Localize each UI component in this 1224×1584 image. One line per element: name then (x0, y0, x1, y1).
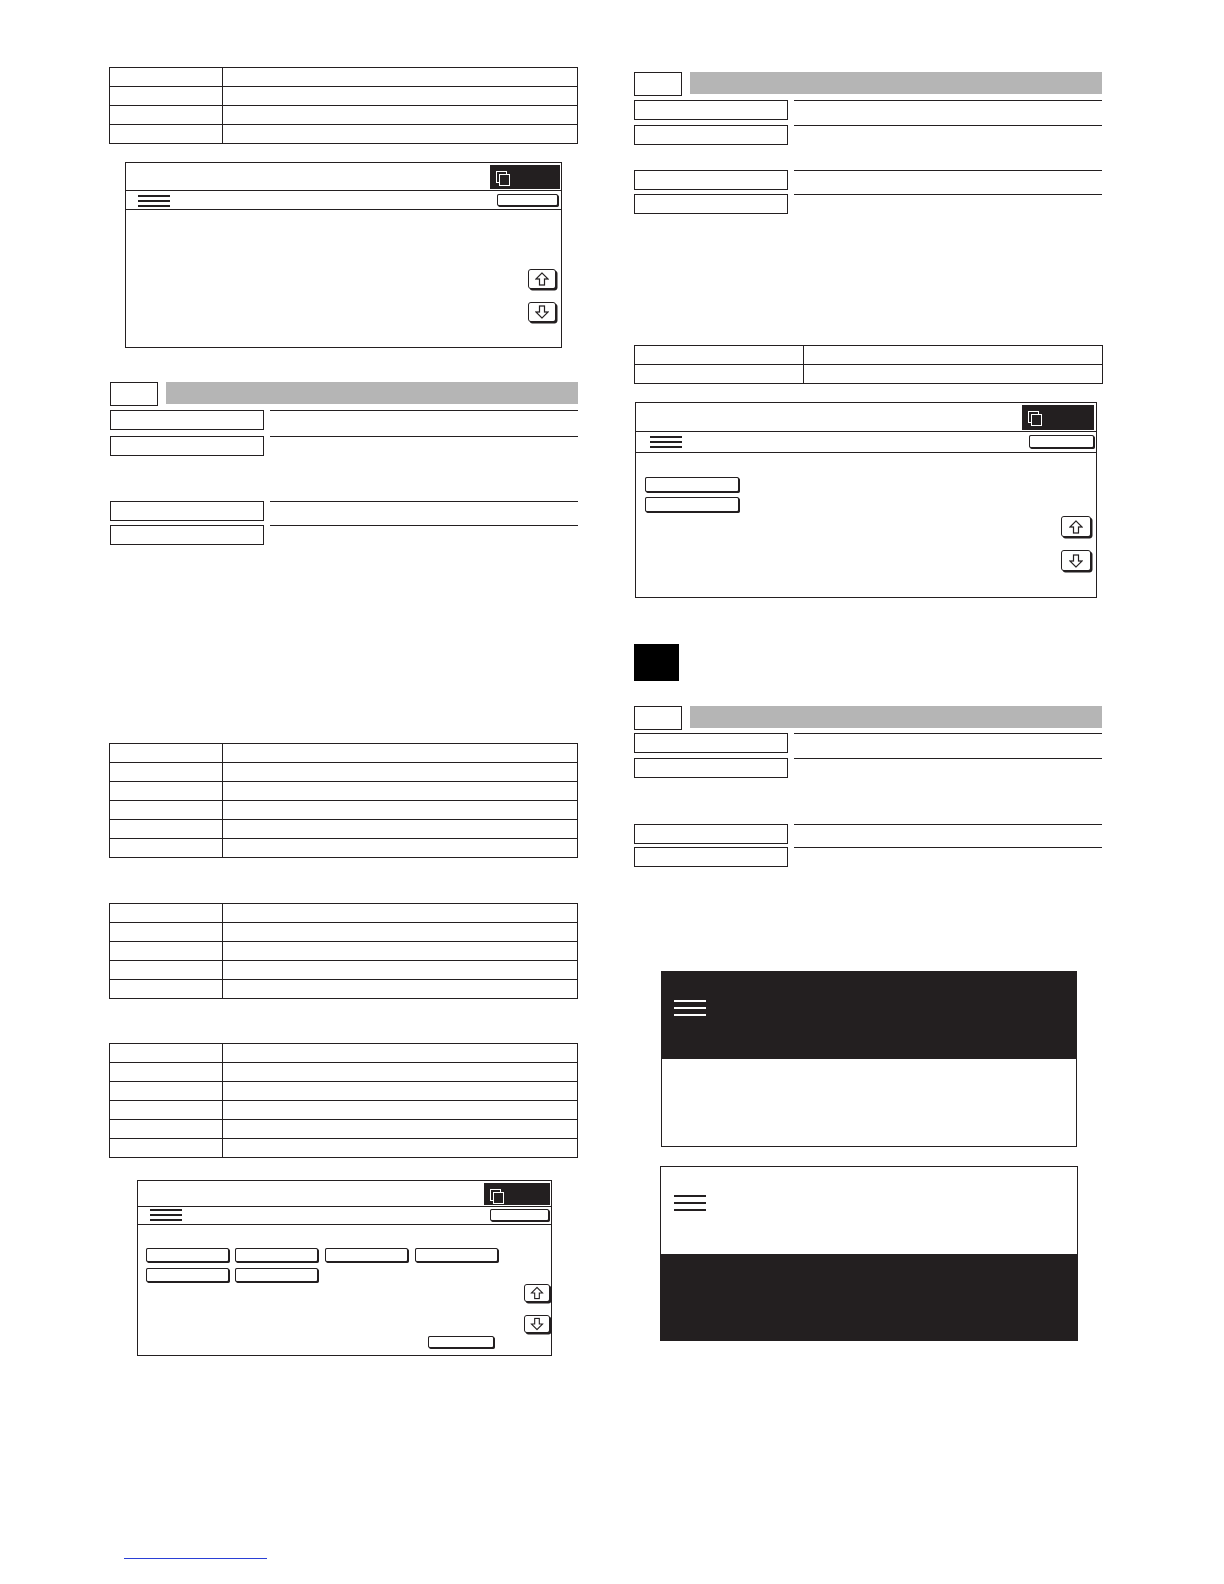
ok-button[interactable] (490, 1209, 549, 1221)
table-cell (223, 801, 578, 820)
chapter-marker (634, 644, 679, 681)
item-rule (794, 847, 1102, 848)
table-cell (223, 125, 578, 144)
ok-button[interactable] (497, 194, 558, 206)
panel-divider (138, 1206, 551, 1207)
table-cell (223, 744, 578, 763)
table-cell (110, 106, 223, 125)
item-rule (270, 436, 578, 437)
table-cell (223, 106, 578, 125)
item-box (634, 170, 788, 190)
spec-table-right-1 (634, 345, 1103, 384)
item-box (110, 501, 264, 521)
table-cell (223, 1082, 578, 1101)
option-button[interactable] (146, 1248, 229, 1262)
section-number-box (634, 72, 682, 96)
table-row (110, 839, 578, 858)
scroll-down-button[interactable] (528, 302, 556, 322)
option-button[interactable] (325, 1248, 408, 1262)
table-cell (223, 87, 578, 106)
table-cell (110, 87, 223, 106)
section-header-right-1 (634, 72, 1102, 94)
table-row (110, 782, 578, 801)
table-cell (110, 1120, 223, 1139)
table-cell (223, 1120, 578, 1139)
section-header-left (110, 382, 578, 404)
table-cell (110, 125, 223, 144)
item-box (110, 410, 264, 430)
item-rule (794, 758, 1102, 759)
table-cell (223, 68, 578, 87)
table-row (110, 87, 578, 106)
table-row (110, 1120, 578, 1139)
ok-button[interactable] (1029, 435, 1094, 448)
spec-table-mid-left-1 (109, 743, 578, 858)
dialog-body (662, 1059, 1076, 1146)
item-rule (794, 125, 1102, 126)
dialog-header (662, 972, 1076, 1059)
table-row (110, 1063, 578, 1082)
scroll-down-button[interactable] (1061, 550, 1091, 571)
section-number-box (110, 382, 158, 406)
panel-divider (138, 1224, 551, 1225)
table-row (110, 904, 578, 923)
table-cell (110, 68, 223, 87)
option-button[interactable] (645, 477, 739, 492)
section-number-box (634, 706, 682, 730)
table-cell (110, 763, 223, 782)
item-rule (794, 733, 1102, 734)
section-title-bar (690, 72, 1102, 94)
table-cell (223, 763, 578, 782)
table-cell (635, 346, 804, 365)
execute-button[interactable] (428, 1336, 494, 1348)
screen-panel-2 (635, 402, 1097, 598)
table-cell (110, 782, 223, 801)
section-header-right-2 (634, 706, 1102, 728)
table-cell (223, 904, 578, 923)
table-cell (110, 1082, 223, 1101)
table-row (110, 961, 578, 980)
option-button[interactable] (645, 497, 739, 512)
table-cell (223, 820, 578, 839)
item-box (634, 847, 788, 867)
option-button[interactable] (146, 1268, 229, 1282)
table-cell (223, 1139, 578, 1158)
copy-mode-icon[interactable] (490, 165, 560, 189)
table-row (635, 365, 1103, 384)
panel-divider (126, 190, 561, 191)
three-lines-icon (650, 434, 682, 452)
table-cell (110, 744, 223, 763)
screen-panel-3 (137, 1180, 552, 1356)
table-cell (110, 923, 223, 942)
table-row (110, 1044, 578, 1063)
dialog-body (661, 1254, 1077, 1340)
copy-mode-icon[interactable] (1022, 405, 1094, 430)
scroll-up-button[interactable] (524, 1284, 550, 1302)
table-row (110, 1082, 578, 1101)
scroll-up-button[interactable] (1061, 516, 1091, 537)
option-button[interactable] (235, 1248, 318, 1262)
table-cell (223, 1044, 578, 1063)
table-cell (804, 346, 1103, 365)
scroll-down-button[interactable] (524, 1315, 550, 1333)
spec-table-mid-left-2 (109, 903, 578, 999)
table-cell (110, 801, 223, 820)
spec-table-top-left (109, 67, 578, 144)
item-rule (794, 170, 1102, 171)
table-cell (804, 365, 1103, 384)
table-cell (110, 980, 223, 999)
section-title-bar (166, 382, 578, 404)
item-rule (270, 525, 578, 526)
table-row (110, 1139, 578, 1158)
three-lines-icon (674, 1193, 706, 1215)
down-arrow-icon (531, 1318, 544, 1331)
table-cell (110, 820, 223, 839)
table-row (110, 942, 578, 961)
footer-link[interactable] (124, 1558, 267, 1559)
table-cell (223, 942, 578, 961)
panel-divider (126, 209, 561, 210)
message-dialog-2 (660, 1166, 1078, 1341)
table-cell (223, 1063, 578, 1082)
three-lines-icon (150, 1207, 182, 1225)
table-row (110, 763, 578, 782)
table-row (110, 801, 578, 820)
screen-panel-1 (125, 162, 562, 348)
spec-table-mid-left-3 (109, 1043, 578, 1158)
item-box (634, 824, 788, 844)
dialog-header (661, 1167, 1077, 1254)
item-box (634, 125, 788, 145)
table-cell (110, 839, 223, 858)
table-cell (223, 980, 578, 999)
option-button[interactable] (415, 1248, 498, 1262)
table-cell (223, 782, 578, 801)
three-lines-icon (674, 998, 706, 1020)
table-cell (110, 904, 223, 923)
down-arrow-icon (535, 305, 549, 319)
panel-divider (636, 452, 1096, 453)
table-cell (110, 1139, 223, 1158)
up-arrow-icon (1069, 520, 1083, 534)
down-arrow-icon (1069, 554, 1083, 568)
item-box (634, 758, 788, 778)
item-box (634, 100, 788, 120)
table-cell (223, 961, 578, 980)
table-cell (223, 1101, 578, 1120)
table-row (635, 346, 1103, 365)
table-row (110, 68, 578, 87)
up-arrow-icon (535, 272, 549, 286)
item-box (110, 525, 264, 545)
table-row (110, 744, 578, 763)
panel-divider (636, 431, 1096, 432)
table-cell (110, 961, 223, 980)
table-cell (635, 365, 804, 384)
table-row (110, 980, 578, 999)
item-rule (794, 100, 1102, 101)
table-cell (223, 839, 578, 858)
item-rule (794, 824, 1102, 825)
item-rule (270, 501, 578, 502)
table-cell (223, 923, 578, 942)
section-title-bar (690, 706, 1102, 728)
table-row (110, 1101, 578, 1120)
table-cell (110, 1101, 223, 1120)
table-row (110, 820, 578, 839)
item-rule (794, 194, 1102, 195)
item-box (634, 733, 788, 753)
three-lines-icon (138, 193, 170, 211)
table-cell (110, 1044, 223, 1063)
table-row (110, 106, 578, 125)
item-box (634, 194, 788, 214)
table-row (110, 923, 578, 942)
table-cell (110, 942, 223, 961)
item-rule (270, 410, 578, 411)
item-box (110, 436, 264, 456)
copy-mode-icon[interactable] (484, 1183, 550, 1205)
scroll-up-button[interactable] (528, 269, 556, 289)
table-cell (110, 1063, 223, 1082)
message-dialog-1 (661, 971, 1077, 1147)
up-arrow-icon (531, 1287, 544, 1300)
option-button[interactable] (235, 1268, 318, 1282)
table-row (110, 125, 578, 144)
